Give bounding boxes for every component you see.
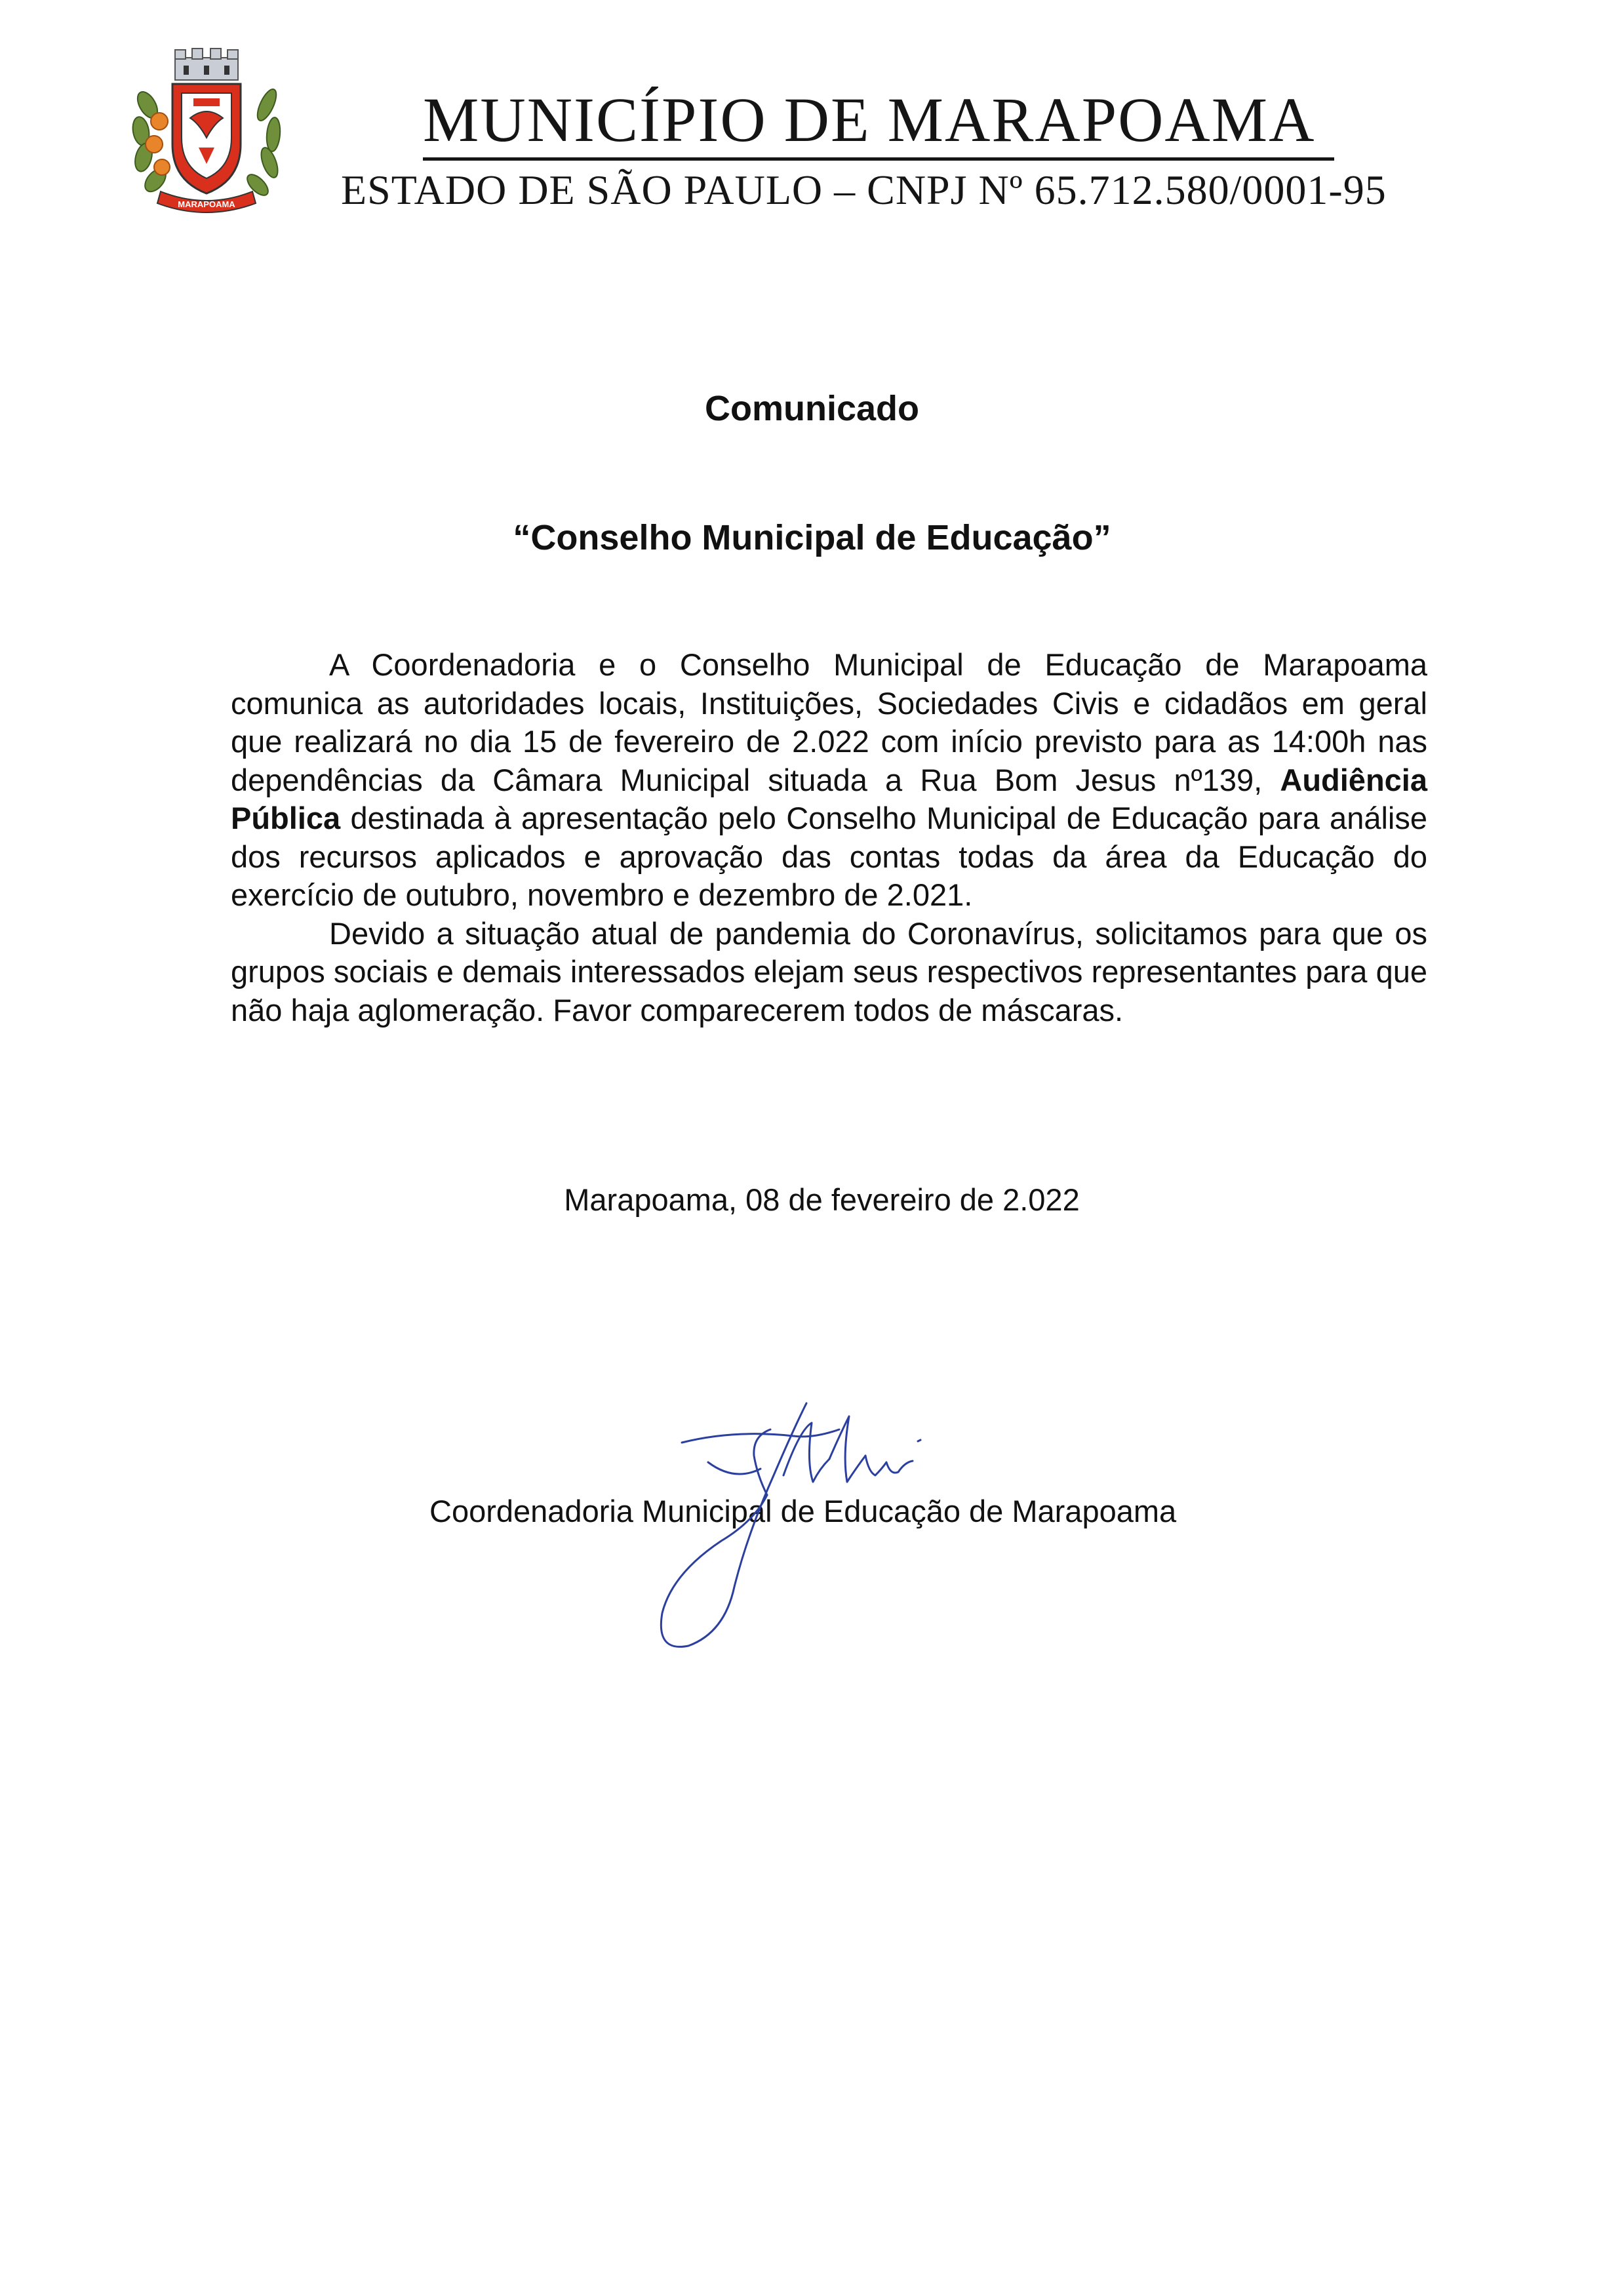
date-line: Marapoama, 08 de fevereiro de 2.022 — [564, 1182, 1080, 1217]
title-underline — [423, 157, 1334, 161]
document-title: Comunicado — [704, 389, 919, 428]
signer-name: Coordenadoria Municipal de Educação de Marapoama — [429, 1494, 1177, 1528]
state-cnpj-line: ESTADO DE SÃO PAULO – CNPJ Nº 65.712.580/0001-95 — [341, 167, 1387, 213]
svg-text:MARAPOAMA: MARAPOAMA — [178, 199, 235, 209]
bold-audiencia-publica: Audiência Pública — [231, 762, 1427, 835]
coat-of-arms-icon — [121, 46, 292, 223]
handwritten-signature-icon — [643, 1390, 983, 1666]
paragraph-2: Devido a situação atual de pandemia do Coronavírus, solicitamos para que os grupos sociais e demais interessados elejam seus respectivos representantes para que não haja aglomeração. Favor comparecerem todos de máscaras. — [231, 915, 1427, 1028]
document-subtitle: “Conselho Municipal de Educação” — [513, 518, 1111, 557]
document-body — [231, 646, 1427, 1029]
municipality-title: MUNICÍPIO DE MARAPOAMA — [423, 85, 1316, 155]
paragraph-1: A Coordenadoria e o Conselho Municipal de Educação de Marapoama comunica as autoridades locais, Instituições, Sociedades Civis e cidadãos em geral que realizará no dia 15 de fevereiro de 2.022 com início previsto para as 14:00h nas dependências da Câmara Municipal situada a Rua Bom Jesus nº139, Audiência Pública destinada à apresentação pelo Conselho Municipal de Educação para análise dos recursos aplicados e aprovação das contas todas da área da Educação do exercício de outubro, novembro e dezembro de 2.021. — [231, 647, 1427, 912]
